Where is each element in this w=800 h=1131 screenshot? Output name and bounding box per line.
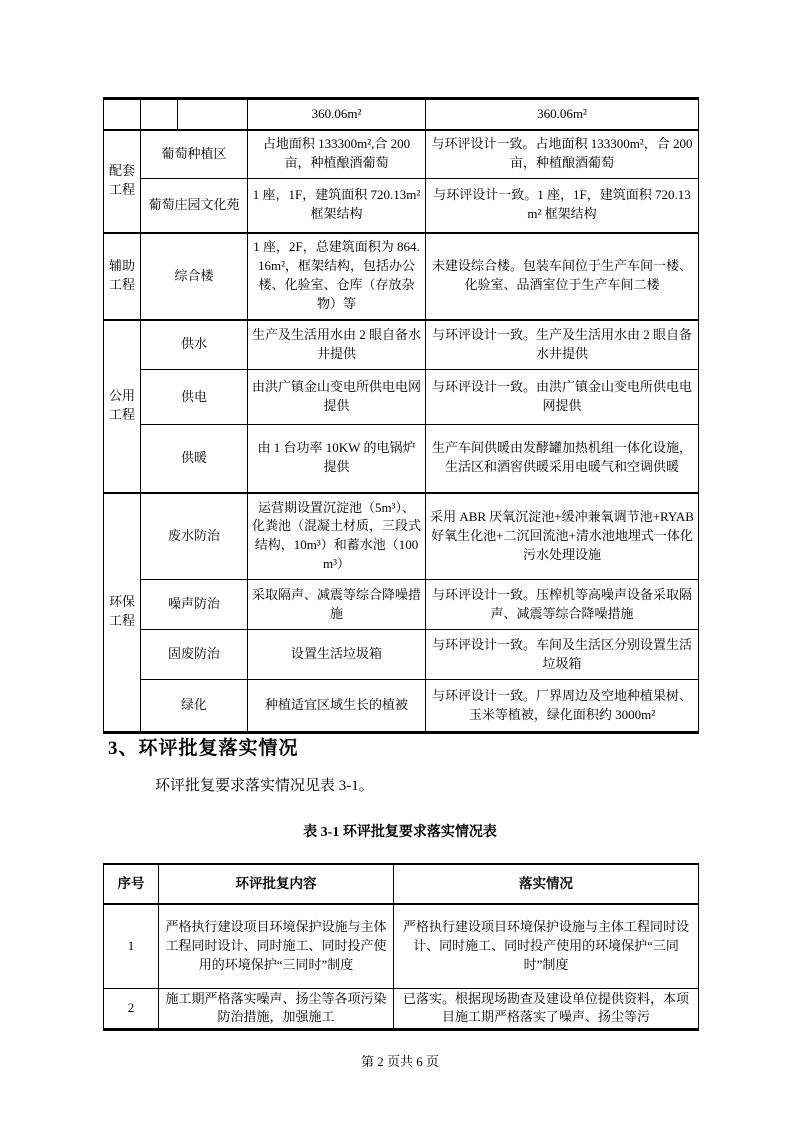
design-cell: 设置生活垃圾箱 (248, 630, 426, 680)
content-cell: 施工期严格落实噪声、扬尘等各项污染防治措施，加强施工 (159, 988, 394, 1030)
table-row (104, 493, 699, 580)
no-cell: 2 (104, 988, 159, 1030)
table-row (104, 320, 699, 370)
table31-caption: 表 3-1 环评批复要求落实情况表 (303, 825, 497, 840)
project-comparison-table (103, 97, 699, 734)
design-cell: 采取隔声、减震等综合降噪措施 (248, 580, 426, 630)
item-cell: 供电 (141, 370, 248, 425)
item-cell: 固废防治 (141, 630, 248, 680)
table-row (104, 130, 699, 179)
header-status: 落实情况 (394, 864, 699, 904)
item-cell: 葡萄种植区 (141, 130, 248, 179)
category-cell: 公用工程 (104, 320, 141, 493)
no-cell: 1 (104, 904, 159, 988)
empty-cell (178, 99, 248, 130)
design-cell: 360.06m² (248, 99, 426, 130)
design-cell: 种植适宜区域生长的植被 (248, 680, 426, 733)
design-cell: 由洪广镇金山变电所供电电网提供 (248, 370, 426, 425)
table-row (104, 370, 699, 425)
actual-cell: 采用 ABR 厌氧沉淀池+缓冲兼氧调节池+RYAB 好氧生化池+二沉回流池+清水池地埋式一体化污水处理设施 (426, 493, 699, 580)
approval-implementation-table (103, 863, 699, 1031)
item-cell: 噪声防治 (141, 580, 248, 630)
table-row (104, 988, 699, 1030)
actual-cell: 与环评设计一致。车间及生活区分别设置生活垃圾箱 (426, 630, 699, 680)
page-number: 第 2 页共 6 页 (360, 1054, 439, 1069)
actual-cell: 与环评设计一致。压榨机等高噪声设备采取隔声、减震等综合降噪措施 (426, 580, 699, 630)
item-cell: 综合楼 (141, 233, 248, 320)
actual-cell: 与环评设计一致。生产及生活用水由 2 眼自备水井提供 (426, 320, 699, 370)
header-content: 环评批复内容 (159, 864, 394, 904)
design-cell: 占地面积 133300m²,合 200 亩，种植酿酒葡萄 (248, 130, 426, 179)
design-cell: 1 座，1F，建筑面积 720.13m² 框架结构 (248, 179, 426, 233)
actual-cell: 未建设综合楼。包装车间位于生产车间一楼、化验室、品酒室位于生产车间二楼 (426, 233, 699, 320)
table-row (104, 630, 699, 680)
content-cell: 严格执行建设项目环境保护设施与主体工程同时设计、同时施工、同时投产使用的环境保护“三同时”制度 (159, 904, 394, 988)
item-cell: 供暖 (141, 425, 248, 493)
header-no: 序号 (104, 864, 159, 904)
actual-cell: 与环评设计一致。由洪广镇金山变电所供电电网提供 (426, 370, 699, 425)
empty-cell (104, 99, 141, 130)
item-cell: 葡萄庄园文化苑 (141, 179, 248, 233)
table-row (104, 179, 699, 233)
design-cell: 运营期设置沉淀池（5m³）、化粪池（混凝土材质，三段式结构，10m³）和蓄水池（100m³） (248, 493, 426, 580)
category-cell: 配套工程 (104, 130, 141, 233)
design-cell: 1 座，2F，总建筑面积为 864.16m²，框架结构，包括办公楼、化验室、仓库（存放杂物）等 (248, 233, 426, 320)
section-heading: 3、环评批复落实情况 (108, 738, 299, 759)
actual-cell: 生产车间供暖由发酵罐加热机组一体化设施，生活区和酒窖供暖采用电暖气和空调供暖 (426, 425, 699, 493)
table-row (104, 99, 699, 130)
status-cell: 已落实。根据现场勘查及建设单位提供资料，本项目施工期严格落实了噪声、扬尘等污 (394, 988, 699, 1030)
status-cell: 严格执行建设项目环境保护设施与主体工程同时设计、同时施工、同时投产使用的环境保护“三同时”制度 (394, 904, 699, 988)
design-cell: 生产及生活用水由 2 眼自备水井提供 (248, 320, 426, 370)
category-cell: 辅助工程 (104, 233, 141, 320)
empty-cell (141, 99, 178, 130)
item-cell: 供水 (141, 320, 248, 370)
table-row (104, 904, 699, 988)
table-row (104, 580, 699, 630)
actual-cell: 360.06m² (426, 99, 699, 130)
item-cell: 绿化 (141, 680, 248, 733)
table-row (104, 233, 699, 320)
actual-cell: 与环评设计一致。1 座，1F，建筑面积 720.13m² 框架结构 (426, 179, 699, 233)
table-header-row (104, 864, 699, 904)
item-cell: 废水防治 (141, 493, 248, 580)
actual-cell: 与环评设计一致。厂界周边及空地种植果树、玉米等植被，绿化面积约 3000m² (426, 680, 699, 733)
table-row (104, 425, 699, 493)
design-cell: 由 1 台功率 10KW 的电锅炉提供 (248, 425, 426, 493)
category-cell: 环保工程 (104, 493, 141, 733)
section-paragraph: 环评批复要求落实情况见表 3-1。 (155, 778, 374, 794)
table-row (104, 680, 699, 733)
actual-cell: 与环评设计一致。占地面积 133300m²，合 200 亩，种植酿酒葡萄 (426, 130, 699, 179)
